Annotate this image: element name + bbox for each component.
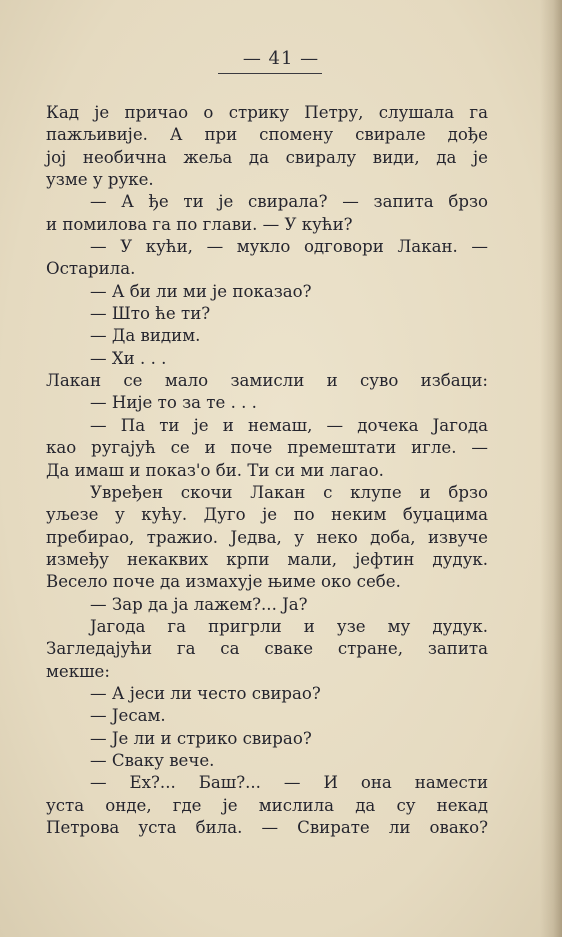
- page-edge-shadow: [540, 0, 562, 937]
- text-line: јој необична жеља да свиралу види, да је: [46, 147, 488, 167]
- text-line: — А јеси ли често свирао?: [90, 683, 321, 703]
- text-line: — Сваку вече.: [90, 750, 215, 770]
- page-number-rule: [218, 73, 322, 74]
- text-line: Весело поче да измахује њиме око себе.: [46, 572, 401, 592]
- text-line: — Јесам.: [90, 706, 166, 726]
- text-line: Петрова уста била. — Свирате ли овако?: [46, 818, 488, 837]
- text-line: мекше:: [46, 661, 110, 681]
- text-line: Да имаш и показ'о би. Ти си ми лагао.: [46, 460, 384, 480]
- text-line: узме у руке.: [46, 170, 154, 190]
- text-line: Остарила.: [46, 259, 136, 279]
- text-line: Јагода га пригрли и узе му дудук.: [90, 616, 488, 636]
- text-line: — Па ти је и немаш, — дочека Јагода: [90, 415, 488, 435]
- text-line: као ругајућ се и поче премештати игле. —: [46, 438, 488, 458]
- text-line: уста онде, где је мислила да су некад: [46, 795, 488, 815]
- text-line: уљезе у кућу. Дуго је по неким буџацима: [46, 505, 488, 525]
- text-line: Лакан се мало замисли и суво избаци:: [46, 371, 488, 391]
- text-line: — А би ли ми је показао?: [90, 281, 312, 301]
- page-body-text: [46, 102, 488, 839]
- text-line: и помилова га по глави. — У кући?: [46, 214, 353, 234]
- text-line: — Ех?... Баш?... — И она намести: [90, 773, 488, 793]
- text-line: пажљивије. А при спомену свирале дође: [46, 125, 488, 145]
- text-line: између некаквих крпи мали, јефтин дудук.: [46, 549, 488, 569]
- text-line: — Је ли и стрико свирао?: [90, 728, 312, 748]
- text-line: пребирао, тражио. Једва, у неко доба, извуче: [46, 527, 488, 547]
- text-line: — Није то за те . . .: [90, 393, 257, 413]
- text-line: Увређен скочи Лакан с клупе и брзо: [90, 482, 488, 502]
- text-line: — У кући, — мукло одговори Лакан. —: [90, 237, 488, 257]
- text-line: — Хи . . .: [90, 348, 167, 368]
- text-line: Загледајући га са сваке стране, запита: [46, 639, 488, 659]
- text-line: — Зар да ја лажем?... Ја?: [90, 594, 308, 614]
- text-line: — А ђе ти је свирала? — запита брзо: [90, 192, 488, 212]
- text-line: — Да видим.: [90, 326, 201, 346]
- text-line: Кад је причао о стрику Петру, слушала га: [46, 103, 488, 122]
- text-line: — Што ће ти?: [90, 304, 211, 324]
- page-number: — 41 —: [242, 48, 320, 69]
